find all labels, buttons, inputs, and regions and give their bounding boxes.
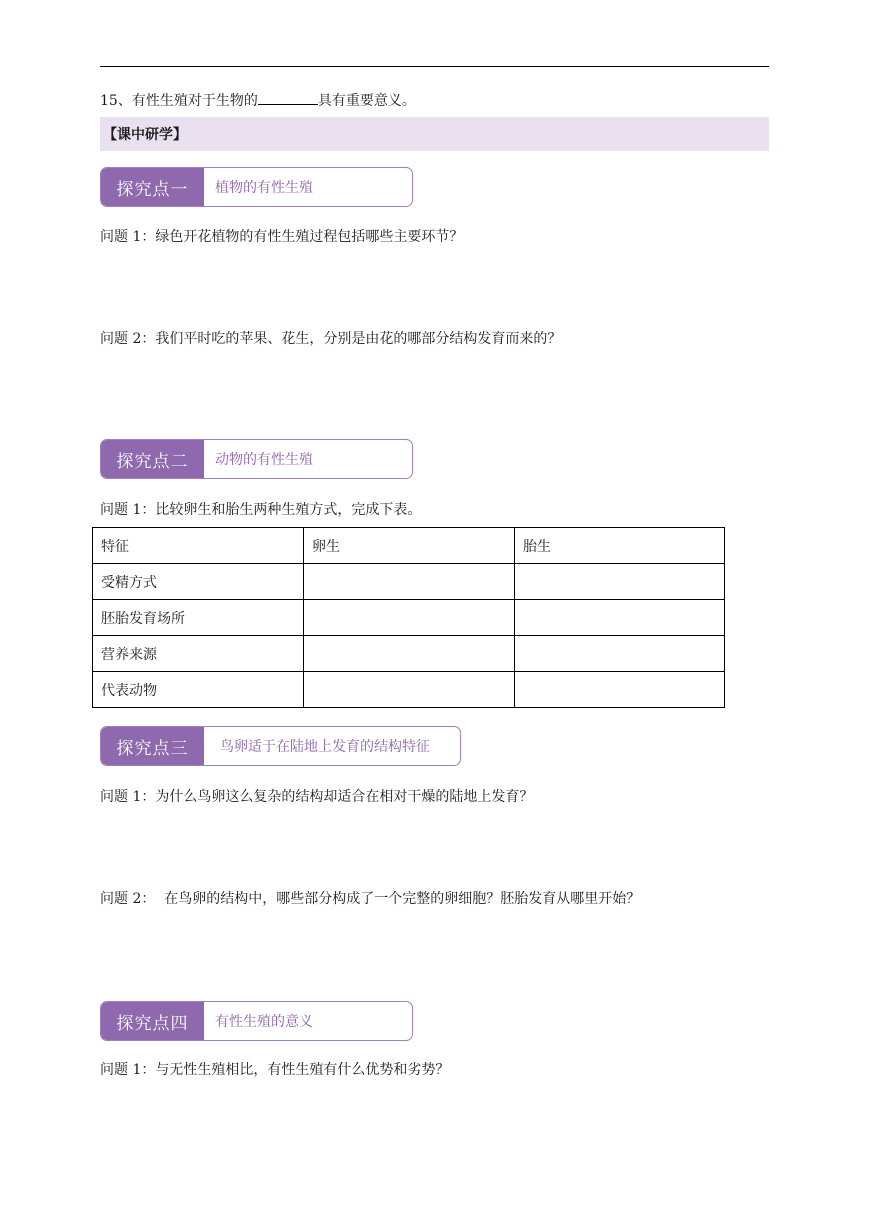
section-title: 【课中研学】 (103, 127, 187, 143)
inquiry-point-topic: 植物的有性生殖 (215, 180, 313, 196)
inquiry-point-3-badge (100, 726, 461, 766)
table-row-label: 代表动物 (93, 672, 304, 708)
header-rule (100, 66, 769, 67)
table-row (93, 600, 725, 636)
table-cell-blank[interactable] (515, 564, 725, 600)
question-15-prefix: 15、有性生殖对于生物的 (100, 93, 258, 109)
question-text: 问题 1：绿色开花植物的有性生殖过程包括哪些主要环节？ (100, 229, 464, 245)
table-cell-blank[interactable] (304, 564, 515, 600)
comparison-table (92, 527, 725, 708)
table-row-label: 受精方式 (93, 564, 304, 600)
inquiry-point-topic: 有性生殖的意义 (215, 1014, 313, 1030)
inquiry-point-topic: 动物的有性生殖 (215, 452, 313, 468)
inquiry-point-tag: 探究点二 (101, 440, 204, 478)
inquiry-point-1-badge (100, 167, 413, 207)
table-cell-blank[interactable] (515, 600, 725, 636)
table-row (93, 636, 725, 672)
table-row (93, 564, 725, 600)
section-header (100, 117, 769, 151)
question-15-suffix: 具有重要意义。 (317, 93, 416, 109)
inquiry-point-tag: 探究点四 (101, 1002, 204, 1040)
question-text: 问题 2： 在鸟卵的结构中，哪些部分构成了一个完整的卵细胞？胚胎发育从哪里开始？ (100, 891, 641, 907)
question-text: 问题 1：比较卵生和胎生两种生殖方式，完成下表。 (100, 502, 422, 518)
table-row-label: 胚胎发育场所 (93, 600, 304, 636)
table-cell-blank[interactable] (304, 600, 515, 636)
table-cell-blank[interactable] (515, 636, 725, 672)
table-header-cell: 胎生 (515, 528, 725, 564)
inquiry-point-topic: 鸟卵适于在陆地上发育的结构特征 (220, 739, 430, 755)
question-text: 问题 1：为什么鸟卵这么复杂的结构却适合在相对干燥的陆地上发育？ (100, 789, 534, 805)
inquiry-point-4-badge (100, 1001, 413, 1041)
table-header-cell: 卵生 (304, 528, 515, 564)
table-cell-blank[interactable] (304, 672, 515, 708)
fill-in-blank[interactable] (258, 90, 318, 105)
inquiry-point-tag: 探究点三 (101, 727, 204, 765)
inquiry-point-2-badge (100, 439, 413, 479)
table-header-row (93, 528, 725, 564)
table-row-label: 营养来源 (93, 636, 304, 672)
question-15 (100, 90, 416, 111)
inquiry-point-tag: 探究点一 (101, 168, 204, 206)
table-row (93, 672, 725, 708)
table-cell-blank[interactable] (304, 636, 515, 672)
question-text: 问题 2：我们平时吃的苹果、花生，分别是由花的哪部分结构发育而来的？ (100, 331, 562, 347)
table-header-cell: 特征 (93, 528, 304, 564)
table-cell-blank[interactable] (515, 672, 725, 708)
question-text: 问题 1：与无性生殖相比，有性生殖有什么优势和劣势？ (100, 1062, 450, 1078)
